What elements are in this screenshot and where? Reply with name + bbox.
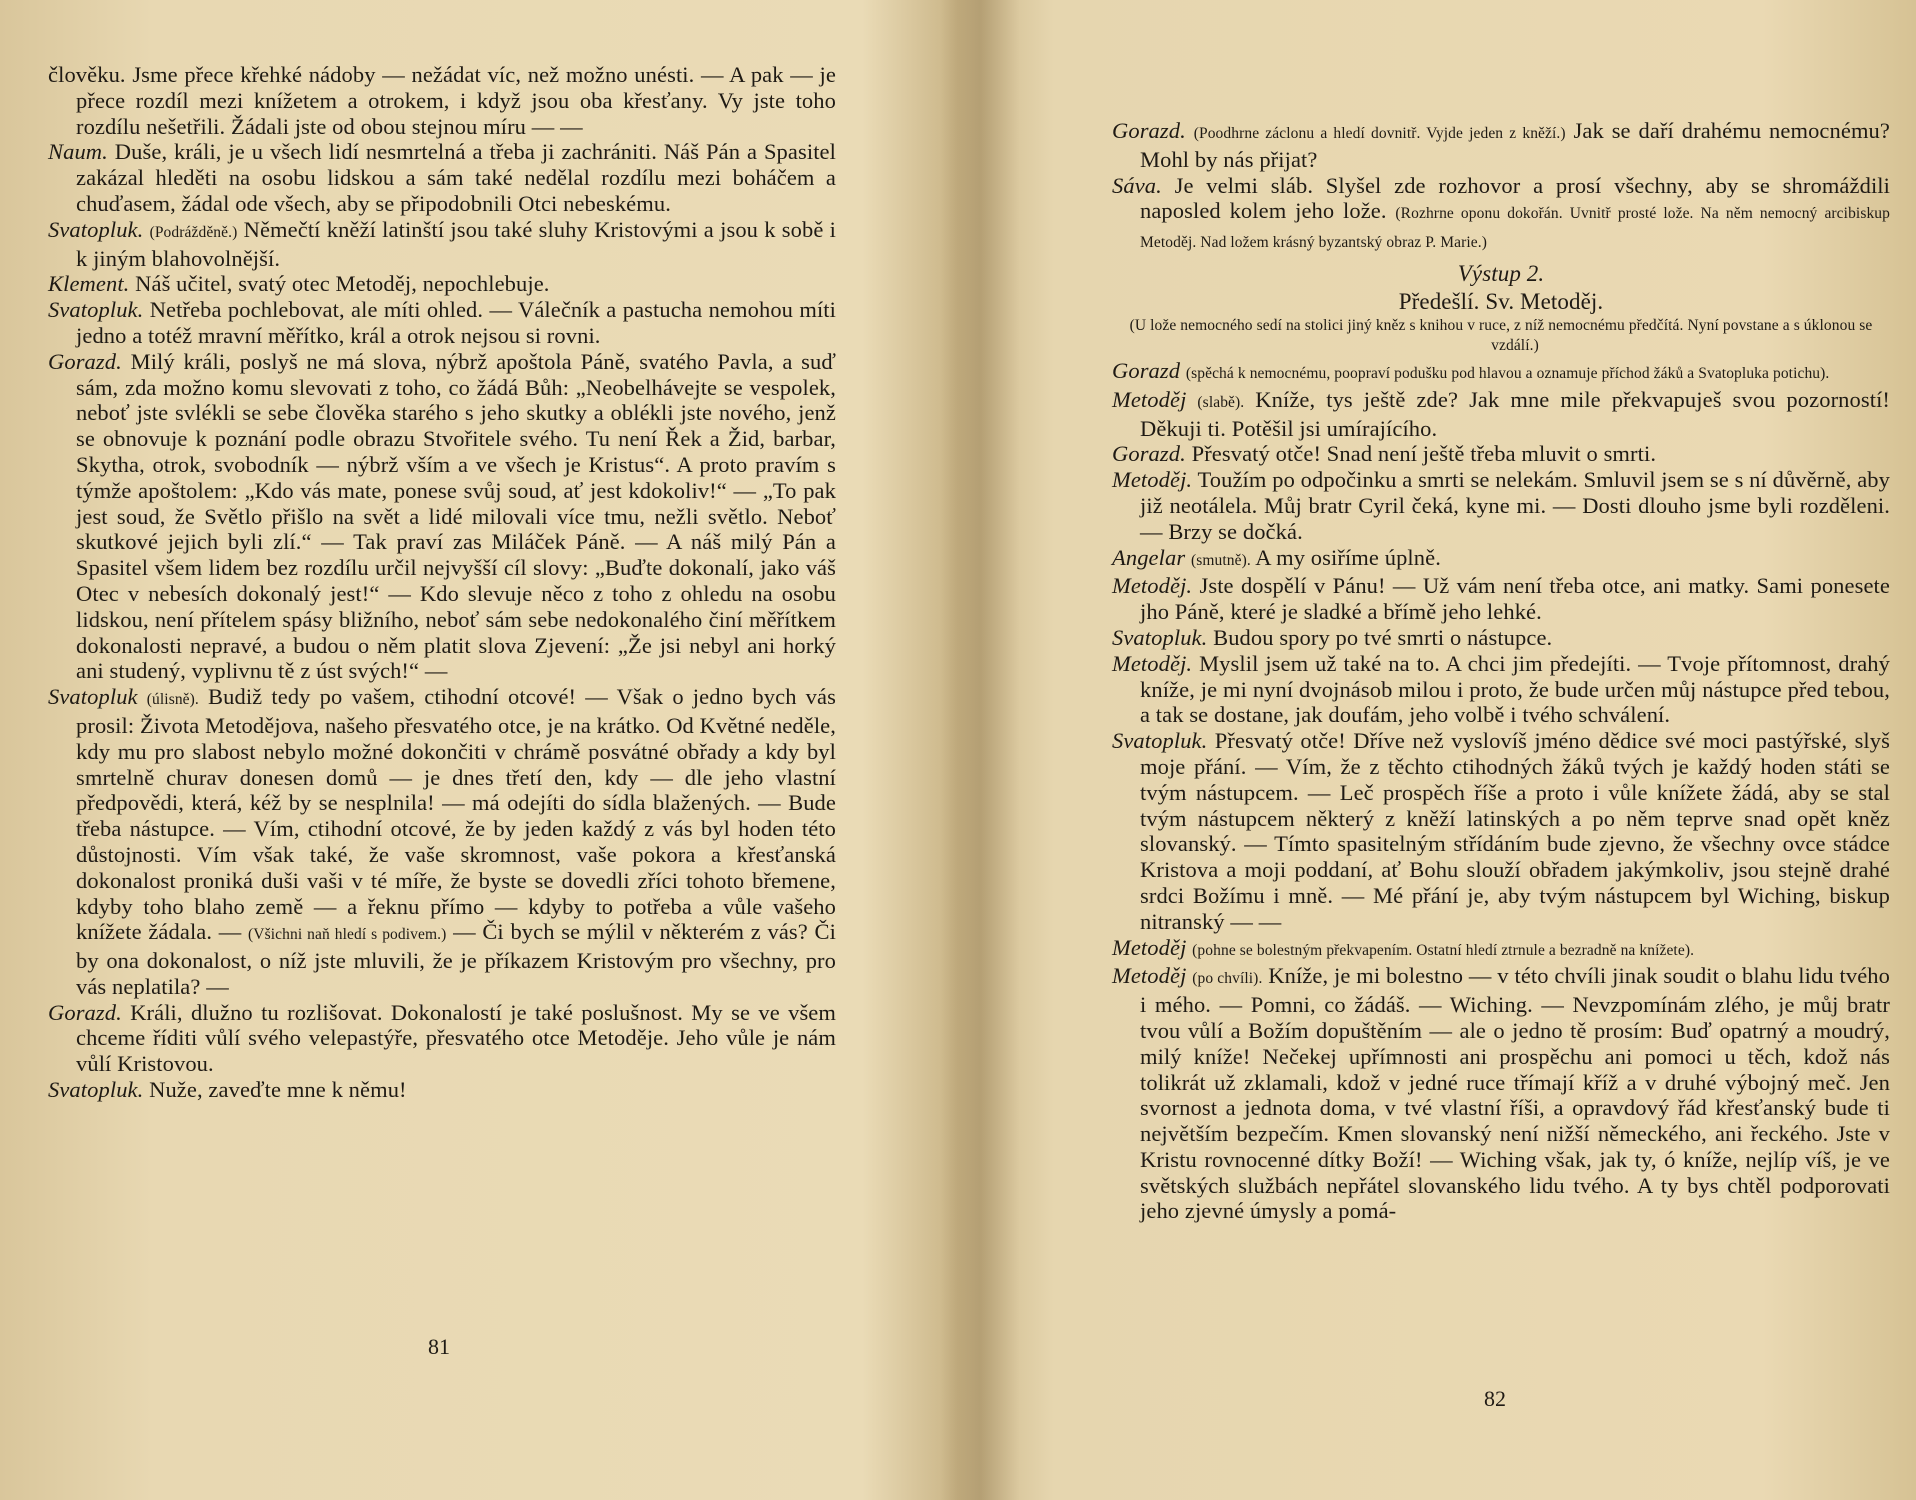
speaker-name: Gorazd. [48,999,122,1025]
speaker-name: Svatopluk. [48,1077,144,1103]
book-gutter [940,0,1020,1500]
inline-stage-direction: (Všichni naň hledí s podivem.) [248,926,447,944]
dialogue-paragraph [1112,118,1890,173]
right-page-number: 82 [1484,1386,1506,1411]
dialogue-paragraph [1112,651,1890,728]
dialogue-paragraph [1112,728,1890,934]
dialogue-paragraph [48,217,836,272]
scene-title: Výstup 2. [1457,260,1545,286]
dialogue-text: člověku. Jsme přece křehké nádoby — nežádat víc, než možno unésti. — A pak — je přece rozdíl mezi knížetem a otrokem, i když jsou oba křesťany. Vy jste toho rozdílu nešetřili. Žádali jste od obou stejnou míru — — [48,62,836,139]
dialogue-paragraph [48,1000,836,1077]
dialogue-paragraph [48,271,836,297]
speaker-name: Naum. [48,139,108,165]
dialogue-text: Přesvatý otče! Snad není ještě třeba mluvit o smrti. [1191,441,1657,467]
trailing-stage-direction: (Rozhrne oponu dokořán. Uvnitř prosté lože. Na něm nemocný arcibiskup Metoděj. Nad ložem krásný byzantský obraz P. Marie.) [1140,205,1891,252]
dialogue-paragraph [1112,467,1890,544]
dialogue-text: Duše, králi, je u všech lidí nesmrtelná a třeba ji zachrániti. Náš Pán a Spasitel zakázal hleděti na osobu lidskou a sám také nedělal rozdílu mezi boháčem a chuďasem, žádal ode všech, aby se připodobnili Otci nebeskému. [76,139,836,216]
stage-direction: (slabě). [1197,393,1245,411]
dialogue-paragraph [1112,441,1890,467]
speaker-name: Svatopluk. [1112,728,1208,754]
dialogue-text: Němečtí kněží latinští jsou také sluhy Kristovými a jsou k sobě i k jiným blahovolnější. [76,216,836,271]
speaker-name: Angelar [1112,544,1186,570]
dialogue-text: A my osiříme úplně. [1255,544,1441,570]
dialogue-paragraph [48,349,836,684]
speaker-name: Svatopluk. [1112,624,1208,650]
dialogue-paragraph [1112,625,1890,651]
dialogue-text: Toužím po odpočinku a smrti se nelekám. Smluvil jsem se s ní důvěrně, aby již neotálela. Můj bratr Cyril čeká, kyne mi. — Dosti dlouho jsme byli rozděleni. — Brzy se dočká. [1140,467,1890,544]
dialogue-text: Budou spory po tvé smrti o nástupce. [1213,624,1553,650]
stage-direction: (úlisně). [146,691,199,709]
speaker-name: Svatopluk. [48,297,144,323]
dialogue-paragraph [1112,358,1890,387]
speaker-name: Gorazd [1112,357,1181,383]
dialogue-text: Kníže, je mi bolestno — v této chvíli jinak soudit o blahu lidu tvého i mého. — Pomni, co žádáš. — Wiching. — Nevzpomínám zlého, je můj bratr tvou vůlí a Božím dopuštěním — ale o jedno tě prosím: Buď opatrný a moudrý, milý kníže! Nečekej upřímnosti ani prospěchu ani pomoci u těch, kdož nás tolikrát už zklamali, kdož v jedné ruce třímají kříž a v druhé výbojný meč. Jen svornost a jednota doma, v tvé vlastní říši, a opravdový řád křesťanský bude ti největším bezpečím. Kmen slovanský není nižší německého, ani řeckého. Jste v Kristu rovnocenné dítky Boží! — Wiching však, jak ty, ó kníže, nejlíp víš, je ve světských službách nepřátel slovanského lidu tvého. A ty bys chtěl podporovati jeho zjevné úmysly a pomá- [1140,963,1890,1224]
dialogue-text: Jste dospělí v Pánu! — Už vám není třeba otce, ani matky. Sami ponesete jho Páně, které je sladké a břímě jeho lehké. [1140,573,1890,625]
left-page [48,62,836,1103]
speaker-name: Gorazd. [1112,118,1186,143]
dialogue-text: Kníže, tys ještě zde? Jak mne mile překvapuješ svou pozorností! Děkuji ti. Potěšil jsi umírajícího. [1140,386,1891,441]
dialogue-paragraph [1112,545,1890,574]
dialogue-text-continued: — Či bych se mýlil v některém z vás? Či by ona dokonalost, o níž jste mluvili, že je příkazem Kristovým pro všechny, pro vás neplatila? — [76,919,836,999]
right-page [1112,118,1890,1224]
right-page-opening [1112,118,1890,256]
dialogue-paragraph [1112,387,1890,442]
scene-stage-direction: (U lože nemocného sedí na stolici jiný kněz s knihou v ruce, z níž nemocnému předčítá. Nyní povstane a s úklonou se vzdálí.) [1129,316,1873,354]
stage-direction: (Poodhrne záclonu a hledí dovnitř. Vyjde jeden z kněží.) [1193,125,1566,142]
speaker-name: Metoděj. [1112,573,1193,599]
dialogue-paragraph [1112,935,1890,964]
dialogue-paragraph [48,297,836,349]
speaker-name: Sáva. [1112,172,1162,198]
dialogue-text: Milý králi, poslyš ne má slova, nýbrž apoštola Páně, svatého Pavla, a suď sám, zda možno komu slevovati z toho, co žádá Bůh: „Neobelhávejte se vespolek, neboť jste svlékli se sebe člověka starého s jeho skutky a oblékli jste nového, jenž se obnovuje k poznání podle obrazu Stvořitele svého. Tu není Řek a Žid, barbar, Skytha, otrok, svobodník — nýbrž vším a ve všech je Kristus“. A proto pravím s týmže apoštolem: „Kdo vás mate, ponese svůj soud, ať jest kdokoliv!“ — „To pak jest soud, že Světlo přišlo na svět a lidé milovali více tmu, nežli světlo. Neboť skutkové jejich byli zlí.“ — Tak praví zas Miláček Páně. — A náš milý Pán a Spasitel všem lidem bez rozdílu určil nejvyšší cíl slovy: „Buďte dokonalí, jako váš Otec v nebesích dokonalý jest!“ — Kdo slevuje něco z toho z ohledu na osobu lidskou, není přítelem spásy bližního, neboť sám sebe nedokonalého činí měřítkem dokonalosti nepravé, a budou o něm platit slova Zjevení: „Že jsi nebyl ani horký ani studený, vyplivnu tě z úst svých!“ — [76,348,836,684]
dialogue-text: Netřeba pochlebovat, ale míti ohled. — Válečník a pastucha nemohou míti jedno a totéž mravní měřítko, král a otrok nejsou si rovni. [76,297,837,348]
dialogue-paragraph [1112,573,1890,625]
dialogue-paragraph [1112,963,1890,1224]
stage-direction: (pohne se bolestným překvapením. Ostatní hledí ztrnule a bezradně na knížete). [1192,941,1695,959]
speaker-name: Metoděj [1112,386,1187,412]
speaker-name: Metoděj [1112,934,1187,960]
speaker-name: Svatopluk [48,684,138,710]
scene-characters: Předešlí. Sv. Metoděj. [1398,288,1604,314]
dialogue-text: Myslil jsem už také na to. A chci jim předejíti. — Tvoje přítomnost, drahý kníže, je mi nyní dvojnásob milou i proto, že bude určen můj nástupce před tebou, a tak se dostane, jak doufám, jeho volbě i tvého schválení. [1140,650,1890,728]
speaker-name: Klement. [48,271,130,297]
stage-direction: (spěchá k nemocnému, poopraví podušku pod hlavou a oznamuje příchod žáků a Svatopluka potichu). [1185,364,1830,382]
dialogue-paragraph [48,1077,836,1103]
dialogue-paragraph [48,62,836,139]
right-page-dialogue [1112,358,1890,1224]
dialogue-text: Jak se daří drahému nemocnému? Mohl by nás přijat? [1140,118,1890,172]
dialogue-text: Náš učitel, svatý otec Metoděj, nepochlebuje. [135,271,550,297]
dialogue-paragraph [48,684,836,1000]
speaker-name: Gorazd. [48,348,122,374]
dialogue-paragraph [48,139,836,216]
dialogue-text: Je velmi sláb. Slyšel zde rozhovor a prosí všechny, aby se shromáždili naposled kolem jeho lože. [1140,172,1890,224]
stage-direction: (Podrážděně.) [149,223,238,241]
left-page-number: 81 [428,1334,450,1359]
dialogue-text: Budiž tedy po vašem, ctihodní otcové! — Však o jedno bych vás prosil: Života Metodějova, našeho přesvatého otce, je na krátko. Od Květné neděle, kdy mu pro slabost nebylo možné dokončiti v chrámě posvátné obřady a kdy byl smrtelně churav donesen domů — je dnes třetí den, kdy — dle jeho vlastní předpovědi, která, kéž by se nesplnila! — má odejíti do sídla blažených. — Bude třeba nástupce. — Vím, ctihodní otcové, že by jeden každý z vás byl hoden této důstojnosti. Vím však také, že vaše skromnost, vaše pokora a křesťanská dokonalost proniká duši vaši v té míře, že byste se dovedli zříci tohoto břemene, kdyby toho blaho země — a řeknu přímo — kdyby to potřeba a vůle vašeho knížete žádala. — [76,684,836,945]
dialogue-text: Přesvatý otče! Dříve než vyslovíš jméno dědice své moci pastýřské, slyš moje přání. — Vím, že z těchto ctihodných žáků tvých je každý hoden státi se tvým nástupcem. — Leč prospěch říše a proto i vůle knížete žádá, aby se stal tvým nástupcem některý z kněží latinských a po něm teprve snad opět kněz slovanský. — Tímto spasitelným střídáním bude zjevno, že všechny ovce stádce Kristova a moji poddaní, ať Bohu slouží obřadem jakýmkoliv, jsou stejně drahé srdci Božímu i mně. — Mé přání je, aby tvým nástupcem byl Wiching, biskup nitranský — — [1140,728,1890,934]
stage-direction: (po chvíli). [1192,970,1263,988]
dialogue-text: Králi, dlužno tu rozlišovat. Dokonalostí je také poslušnost. My se ve všem chceme říditi vůlí svého velepastýře, přesvatého otce Metoděje. Jeho vůle je nám vůlí Kristovou. [76,999,836,1077]
speaker-name: Gorazd. [1112,441,1186,467]
dialogue-text: Nuže, zaveďte mne k němu! [149,1077,407,1103]
speaker-name: Metoděj. [1112,467,1193,493]
speaker-name: Svatopluk. [48,216,144,242]
speaker-name: Metoděj [1112,963,1187,989]
dialogue-paragraph [1112,173,1890,256]
stage-direction: (smutně). [1190,551,1251,569]
speaker-name: Metoděj. [1112,650,1193,676]
